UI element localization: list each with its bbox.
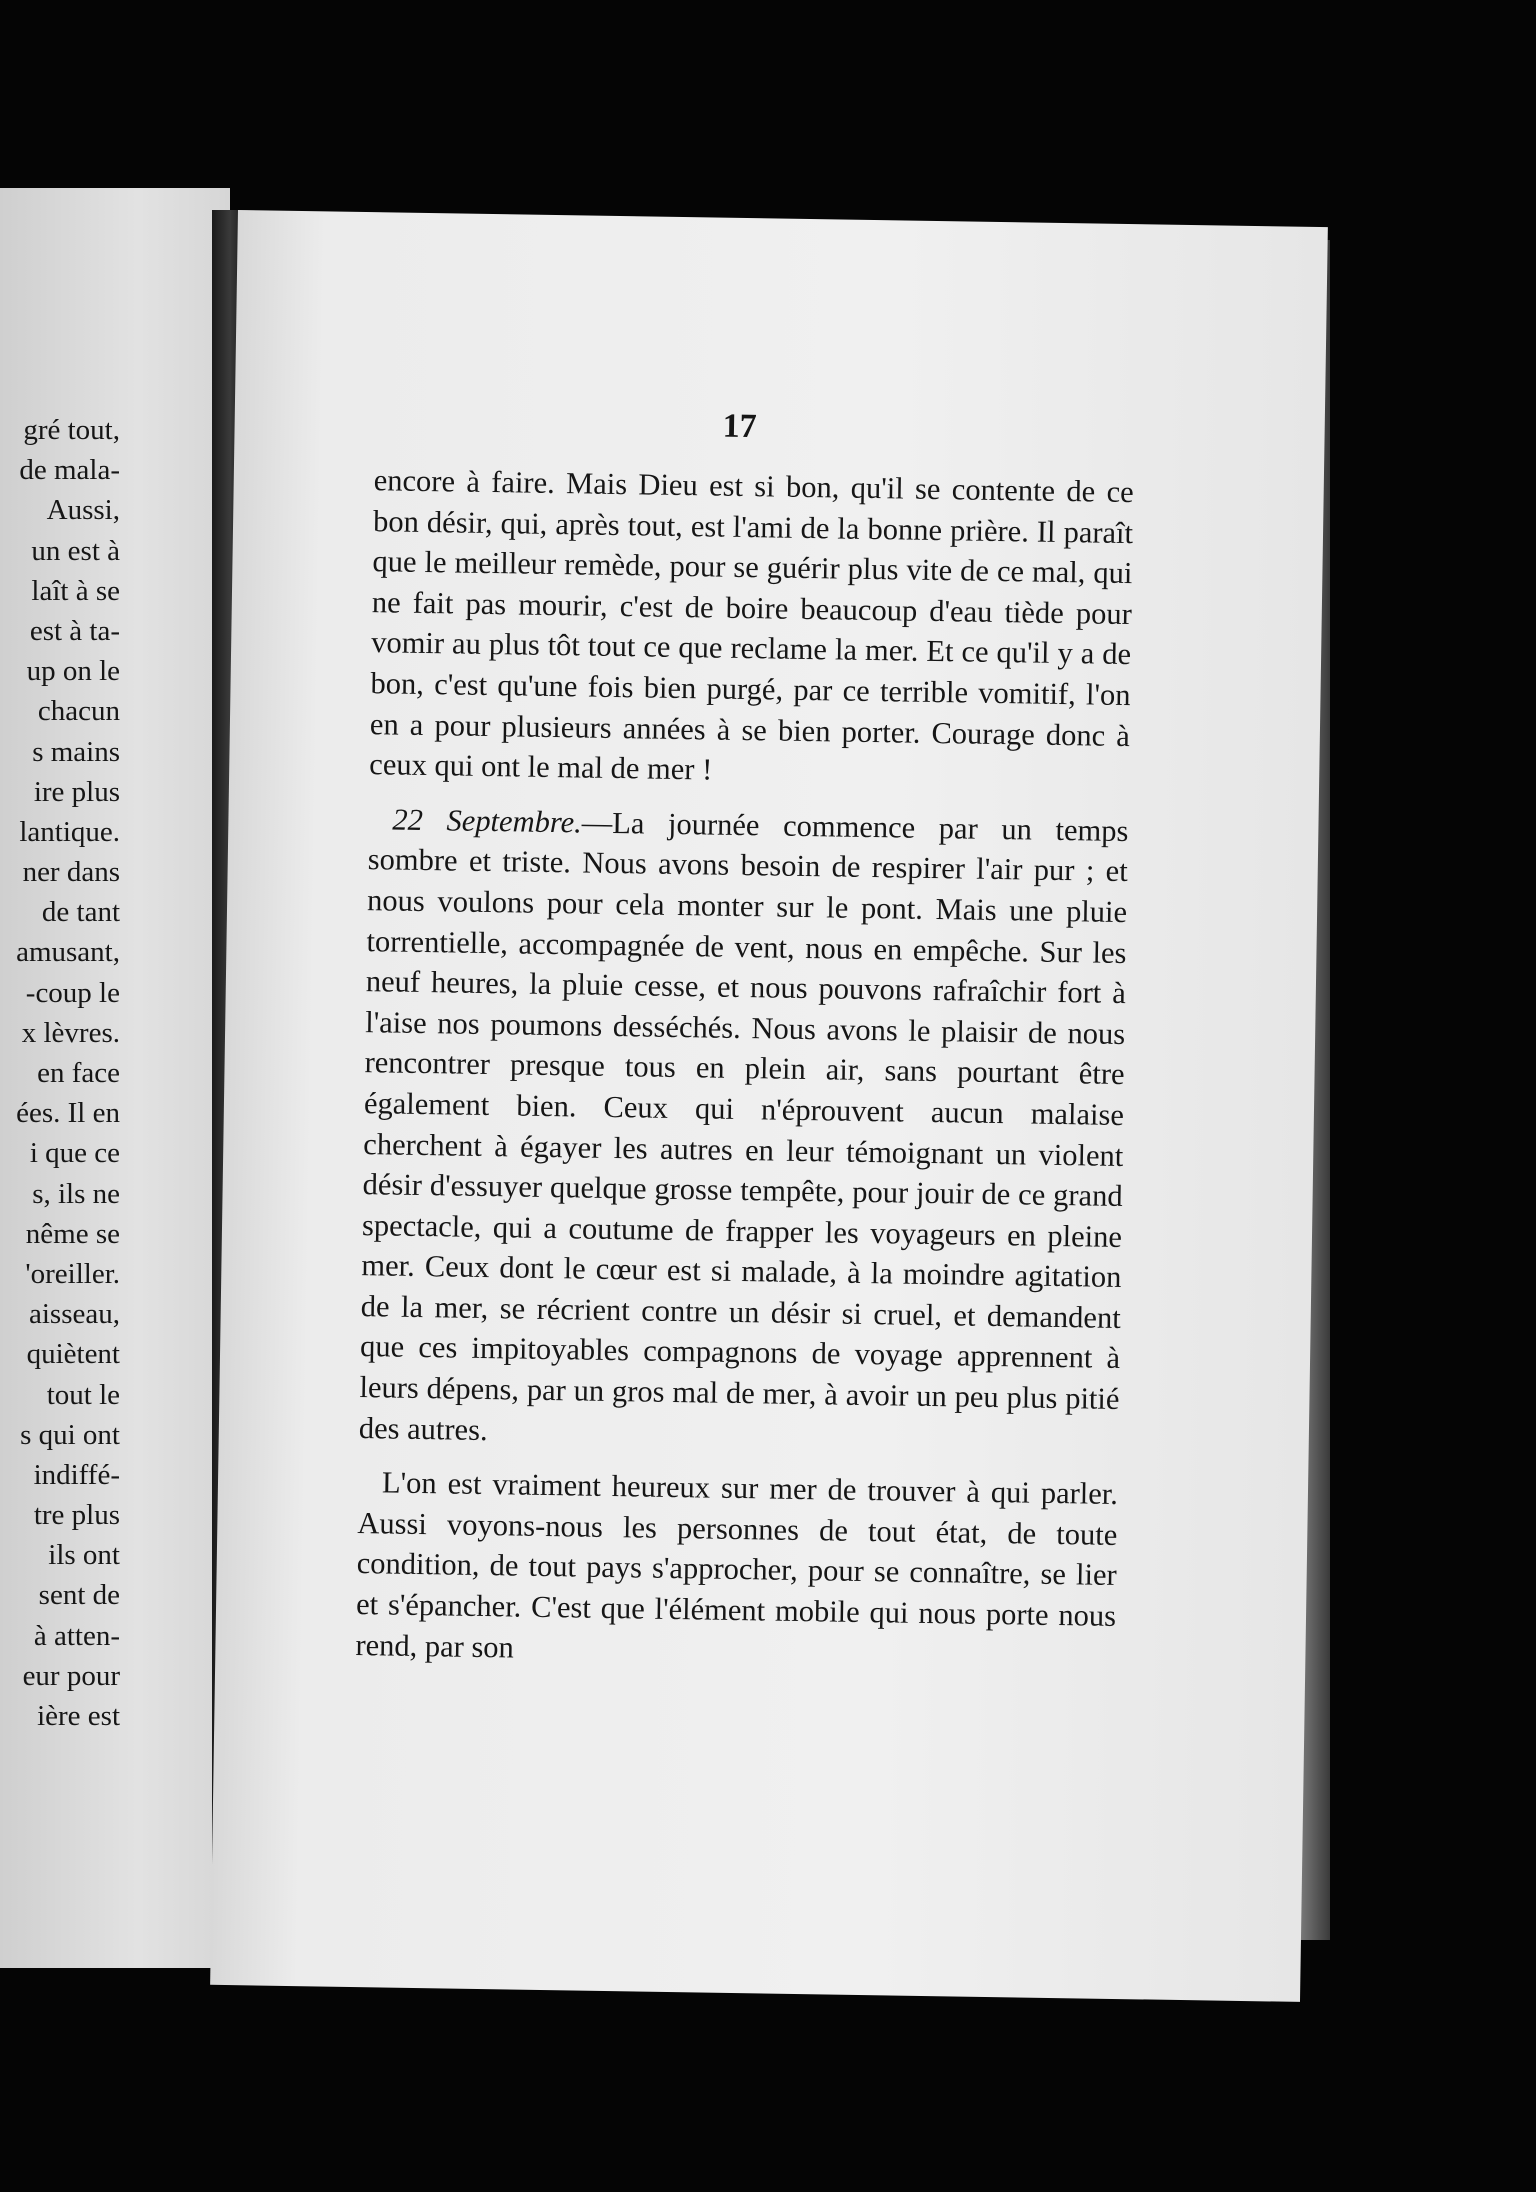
left-page-line: amusant, (16, 936, 120, 969)
entry-date: 22 Septembre. (392, 802, 583, 840)
right-page (210, 210, 1328, 2002)
left-page-line: ire plus (33, 775, 120, 808)
paragraph-2 (359, 799, 1129, 1460)
left-page-line: gré tout, (23, 414, 120, 446)
left-page-line: laît à se (31, 574, 120, 607)
paragraph-2-text: —La journée commence par un temps sombre et triste. Nous avons besoin de respirer l'air pur ; et nous voulons pour cela monter sur le pont. Mais une pluie torrentielle, accompagnée de vent, nous en empêche. Sur les neuf heures, la pluie cesse, et nous pouvons rafraîchir fort à l'aise nos poumons desséchés. Nous avons le plaisir de nous rencontrer presque tous en plein air, sans pourtant être également bien. Ceux qui n'éprouvent aucun malaise cherchent à égayer les autres en leur témoignant un violent désir d'essuyer quelque grosse tempête, pour jouir de ce grand spectacle, qui a coutume de frapper les voyageurs en pleine mer. Ceux dont le cœur est si malade, à la moindre agitation de la mer, se récrient contre un désir si cruel, et demandent que ces impitoyables compagnons de voyage apprennent à leurs dépens, par un gros mal de mer, à avoir un peu plus pitié des autres. (358, 805, 1129, 1447)
left-page-line: eur pour (22, 1659, 120, 1692)
left-page-line: en face (37, 1057, 120, 1089)
left-page-text (0, 410, 120, 1736)
left-page (0, 188, 230, 1968)
left-page-line: aisseau, (29, 1298, 120, 1331)
left-page-line: s qui ont (20, 1418, 120, 1451)
left-page-line: i que ce (29, 1137, 120, 1170)
page-number: 17 (722, 407, 757, 446)
left-page-line: s mains (32, 735, 120, 768)
left-page-line: ière est (37, 1700, 120, 1732)
left-page-line: ils ont (48, 1539, 120, 1572)
left-page-line: de mala- (19, 454, 120, 487)
left-page-line: un est à (31, 534, 120, 567)
body-text (355, 460, 1134, 1677)
left-page-line: chacun (37, 695, 120, 728)
left-page-line: Aussi, (46, 494, 120, 527)
left-page-line: à atten- (33, 1619, 120, 1652)
left-page-line: nême se (25, 1217, 120, 1250)
left-page-line: indiffé- (33, 1458, 120, 1491)
left-page-line: tout le (46, 1378, 120, 1411)
left-page-line: x lèvres. (21, 1016, 120, 1049)
left-page-line: 'oreiller. (25, 1257, 120, 1290)
left-page-line: ner dans (22, 856, 120, 889)
left-page-line: up on le (26, 655, 120, 688)
paragraph-3: L'on est vraiment heureux sur mer de trouver à qui parler. Aussi voyons-nous les personnes de tout état, de toute condition, de tout pays s'approcher, pour se connaître, se lier et s'épancher. C'est que l'élément mobile qui nous porte nous rend, par son (355, 1465, 1119, 1665)
left-page-line: quiètent (26, 1338, 120, 1371)
left-page-line: ées. Il en (16, 1097, 120, 1130)
left-page-line: sent de (38, 1579, 120, 1612)
left-page-line: de tant (41, 896, 120, 929)
left-page-line: s, ils ne (32, 1177, 120, 1210)
left-page-line: est à ta- (29, 614, 120, 647)
left-page-line: tre plus (33, 1499, 120, 1532)
paragraph-1: encore à faire. Mais Dieu est si bon, qu'il se contente de ce bon désir, qui, après tout, est l'ami de la bonne prière. Il paraît que le meilleur remède, pour se guérir plus vite de ce mal, qui ne fait pas mourir, c'est de boire beaucoup d'eau tiède pour vomir au plus tôt tout ce que reclame la mer. Et ce qu'il y a de bon, c'est qu'une fois bien purgé, par ce terrible vomitif, l'on en a pour plusieurs années à se bien porter. Courage donc à ceux qui ont le mal de mer ! (369, 463, 1134, 787)
left-page-line: -coup le (25, 976, 120, 1009)
left-page-line: lantique. (19, 815, 120, 848)
